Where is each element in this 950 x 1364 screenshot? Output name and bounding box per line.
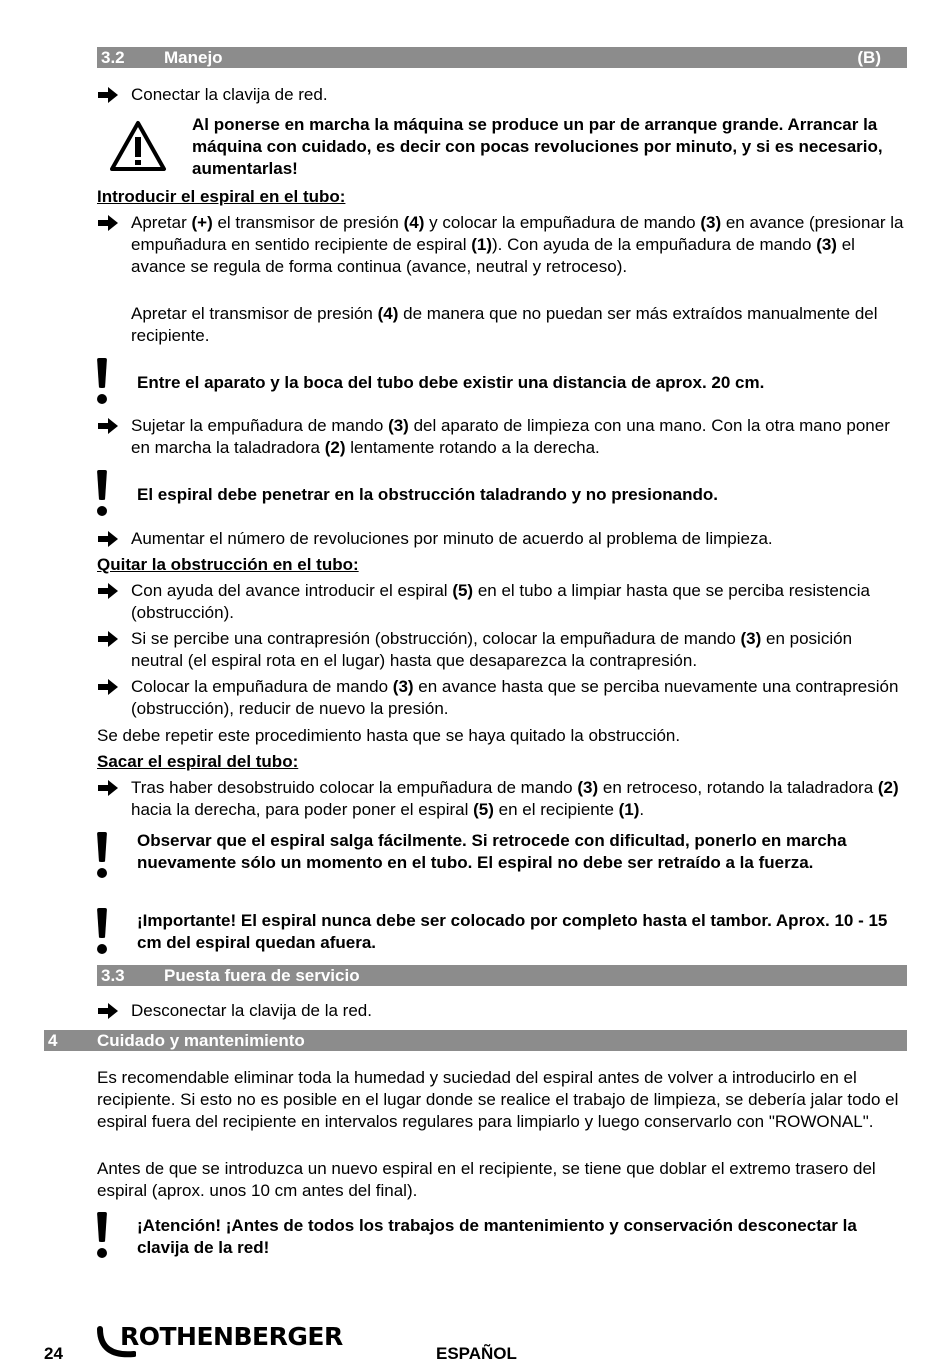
exclamation-icon bbox=[95, 1212, 109, 1260]
note-important: ¡Importante! El espiral nunca debe ser colocado por completo hasta el tambor. Aprox. 10 - 15 cm del espiral quedan afuera. bbox=[137, 911, 888, 952]
step-text: Aumentar el número de revoluciones por minuto de acuerdo al problema de limpieza. bbox=[131, 529, 773, 548]
warning-start-text: Al ponerse en marcha la máquina se produce un par de arranque grande. Arrancar la máquina con cuidado, es decir con pocas revoluciones por minuto, y si es necesario, aumentarlas! bbox=[192, 115, 883, 178]
note-penetrate: El espiral debe penetrar en la obstrucción taladrando y no presionando. bbox=[137, 485, 718, 504]
arrow-right-icon bbox=[97, 528, 119, 550]
step-text: Colocar la empuñadura de mando (3) en avance hasta que se perciba nuevamente una contrapresión (obstrucción), reducir de nuevo la presión. bbox=[131, 677, 899, 718]
step-press-continuation: Apretar el transmisor de presión (4) de manera que no puedan ser más extraídos manualmente del recipiente. bbox=[131, 304, 878, 345]
exclamation-icon bbox=[95, 470, 109, 518]
arrow-right-icon bbox=[97, 212, 119, 234]
page-number: 24 bbox=[44, 1344, 63, 1363]
exclamation-icon bbox=[95, 358, 109, 406]
section-number: 4 bbox=[48, 1031, 58, 1050]
step-advance bbox=[97, 580, 907, 624]
step-press bbox=[97, 212, 907, 278]
arrow-right-icon bbox=[97, 84, 119, 106]
arrow-right-icon bbox=[97, 777, 119, 799]
section-header-3-2 bbox=[97, 47, 907, 68]
step-text: Desconectar la clavija de la red. bbox=[131, 1001, 372, 1020]
step-text: Con ayuda del avance introducir el espiral (5) en el tubo a limpiar hasta que se perciba resistencia (obstrucción). bbox=[131, 581, 870, 622]
section-title: Cuidado y mantenimiento bbox=[97, 1031, 305, 1050]
step-text: Apretar (+) el transmisor de presión (4) y colocar la empuñadura de mando (3) en avance (presionar la empuñadura en sentido recipiente de espiral (1)). Con ayuda de la empuñadura de mando (3) el avance se regula de forma continua (avance, neutral y retroceso). bbox=[131, 213, 904, 276]
section-tag: (B) bbox=[857, 48, 881, 67]
heading-remove-obstruction: Quitar la obstrucción en el tubo: bbox=[97, 555, 359, 574]
arrow-right-icon bbox=[97, 1000, 119, 1022]
arrow-right-icon bbox=[97, 415, 119, 437]
section-title: Manejo bbox=[164, 48, 223, 67]
step-text: Conectar la clavija de red. bbox=[131, 85, 328, 104]
step-text: Sujetar la empuñadura de mando (3) del aparato de limpieza con una mano. Con la otra mano poner en marcha la taladradora (2) lentamente rotando a la derecha. bbox=[131, 416, 890, 457]
exclamation-icon bbox=[95, 908, 109, 956]
section-number: 3.2 bbox=[101, 48, 125, 67]
arrow-right-icon bbox=[97, 580, 119, 602]
step-increase bbox=[97, 528, 907, 550]
heading-insert: Introducir el espiral en el tubo: bbox=[97, 187, 346, 206]
step-reverse bbox=[97, 777, 907, 821]
step-hold bbox=[97, 415, 907, 459]
section-number: 3.3 bbox=[101, 966, 125, 985]
note-observe: Observar que el espiral salga fácilmente. Si retrocede con dificultad, ponerlo en marcha nuevamente sólo un momento en el tubo. El espiral no debe ser retraído a la fuerza. bbox=[137, 831, 847, 872]
step-text: Tras haber desobstruido colocar la empuñadura de mando (3) en retroceso, rotando la taladradora (2) hacia la derecha, para poder poner el espiral (5) en el recipiente (1). bbox=[131, 778, 899, 819]
repeat-text: Se debe repetir este procedimiento hasta que se haya quitado la obstrucción. bbox=[97, 726, 681, 745]
exclamation-icon bbox=[95, 832, 109, 880]
brand-wordmark: ROTHENBERGER bbox=[120, 1322, 343, 1351]
step-counterpressure bbox=[97, 628, 907, 672]
brand-logo bbox=[96, 1320, 346, 1364]
section-header-3-3 bbox=[97, 965, 907, 986]
warning-triangle-icon bbox=[109, 120, 167, 172]
section-title: Puesta fuera de servicio bbox=[164, 966, 360, 985]
note-distance: Entre el aparato y la boca del tubo debe existir una distancia de aprox. 20 cm. bbox=[137, 373, 765, 392]
care-paragraph-1: Es recomendable eliminar toda la humedad y suciedad del espiral antes de volver a introducirlo en el recipiente. Si esto no es posible en el lugar donde se realice el trabajo de limpieza, se debería jalar todo el espiral fuera del recipiente en intervalos regulares para limpiarlo y luego conservarlo con "ROWONAL". bbox=[97, 1068, 899, 1131]
arrow-right-icon bbox=[97, 628, 119, 650]
care-paragraph-2: Antes de que se introduzca un nuevo espiral en el recipiente, se tiene que doblar el extremo trasero del espiral (aprox. unos 10 cm antes del final). bbox=[97, 1159, 876, 1200]
note-attention: ¡Atención! ¡Antes de todos los trabajos de mantenimiento y conservación desconectar la clavija de la red! bbox=[137, 1216, 857, 1257]
footer-language: ESPAÑOL bbox=[436, 1344, 517, 1363]
section-header-4 bbox=[44, 1030, 907, 1051]
step-forward bbox=[97, 676, 907, 720]
heading-withdraw: Sacar el espiral del tubo: bbox=[97, 752, 299, 771]
step-text: Si se percibe una contrapresión (obstrucción), colocar la empuñadura de mando (3) en posición neutral (el espiral rota en el lugar) hasta que desaparezca la contrapresión. bbox=[131, 629, 853, 670]
arrow-right-icon bbox=[97, 676, 119, 698]
step-connect bbox=[97, 84, 907, 106]
step-disconnect bbox=[97, 1000, 907, 1022]
